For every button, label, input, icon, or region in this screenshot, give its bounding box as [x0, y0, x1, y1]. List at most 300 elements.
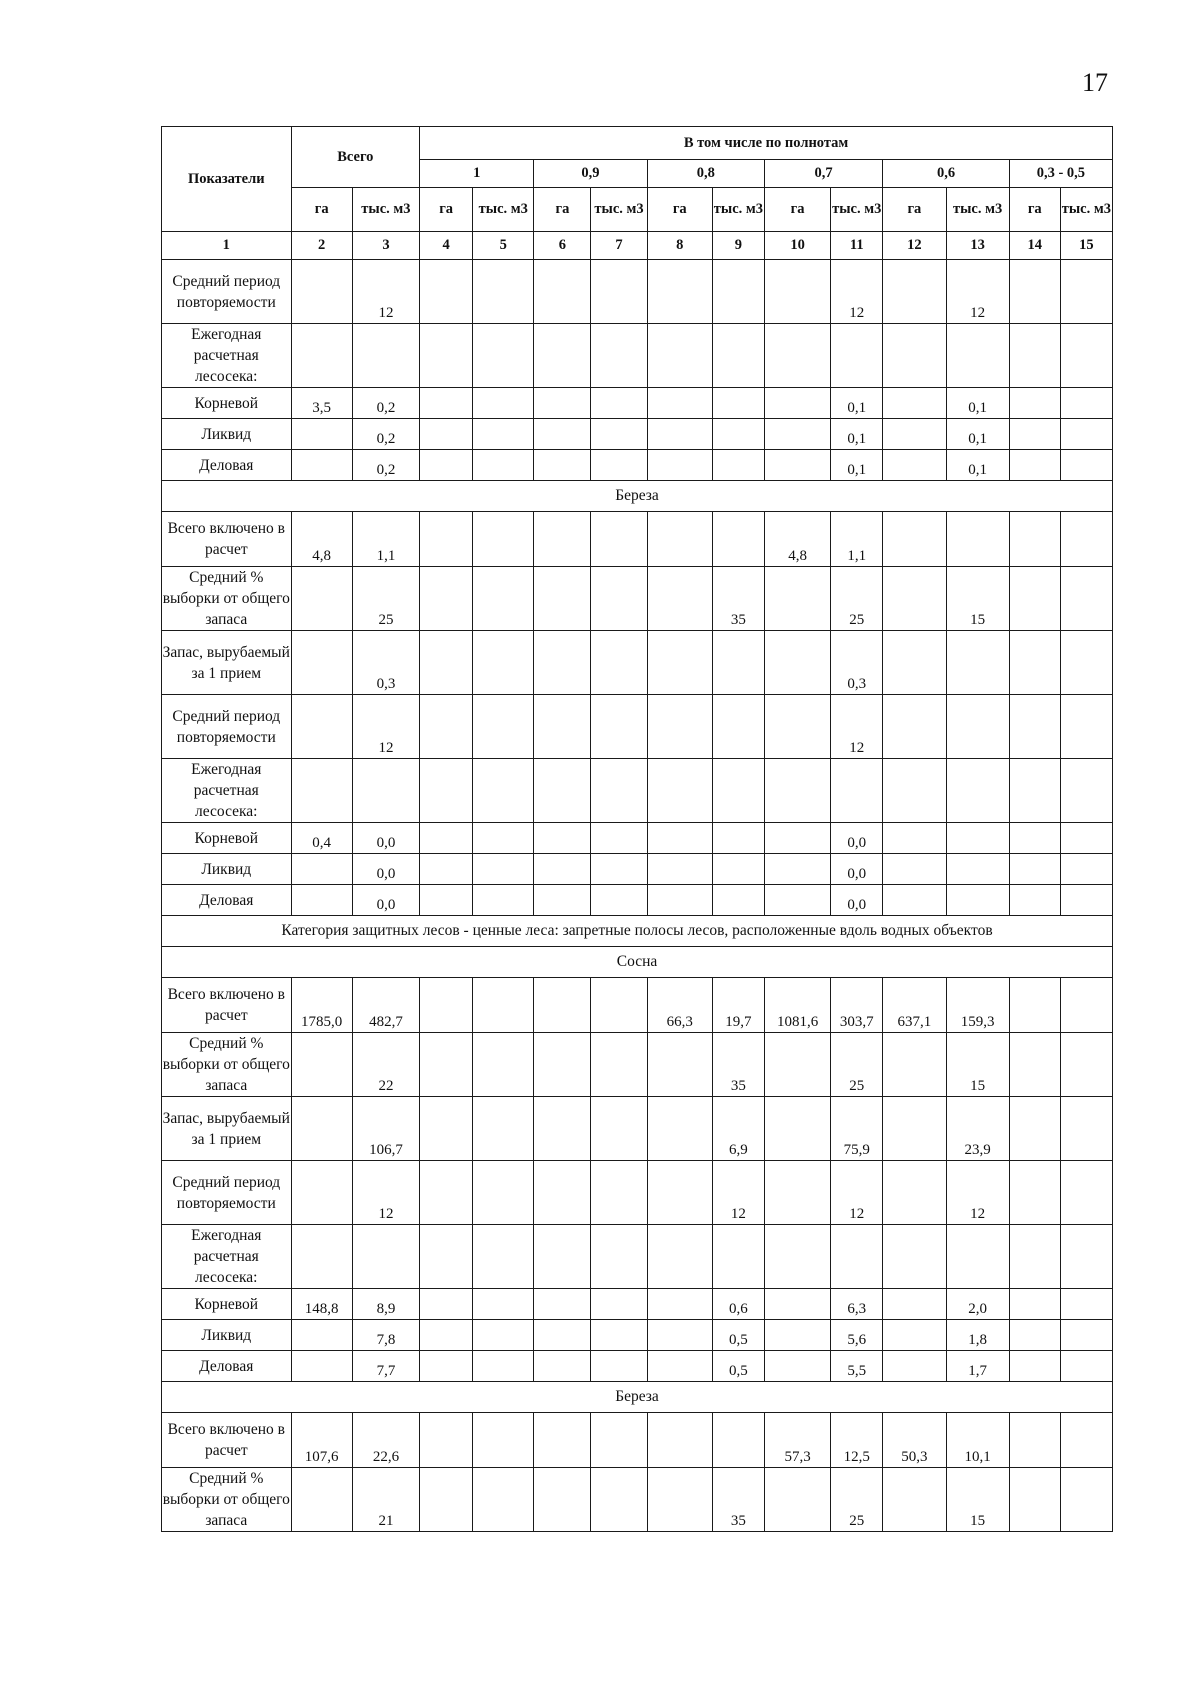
- column-number: 13: [946, 232, 1009, 260]
- value-cell: [534, 631, 591, 695]
- section-title: Береза: [162, 481, 1113, 512]
- value-cell: 303,7: [831, 978, 883, 1033]
- unit-volume-header: тыс. м3: [473, 188, 534, 232]
- value-cell: 25: [352, 567, 419, 631]
- value-cell: [647, 450, 712, 481]
- value-cell: [764, 1351, 830, 1382]
- value-cell: [764, 631, 830, 695]
- value-cell: [534, 1289, 591, 1320]
- value-cell: [1009, 854, 1060, 885]
- value-cell: [883, 1320, 946, 1351]
- value-cell: [420, 512, 473, 567]
- value-cell: [764, 1225, 830, 1289]
- value-cell: [473, 631, 534, 695]
- value-cell: [291, 1161, 352, 1225]
- value-cell: [647, 1225, 712, 1289]
- value-cell: [1009, 1225, 1060, 1289]
- value-cell: 12: [352, 695, 419, 759]
- section-row: [162, 481, 1113, 512]
- table-row: [162, 1033, 1113, 1097]
- value-cell: 25: [831, 1468, 883, 1532]
- value-cell: 12: [946, 1161, 1009, 1225]
- value-cell: [1009, 512, 1060, 567]
- value-cell: [473, 823, 534, 854]
- value-cell: [647, 1033, 712, 1097]
- value-cell: [946, 1225, 1009, 1289]
- density-class-header: 0,6: [883, 160, 1010, 188]
- section-row: [162, 1382, 1113, 1413]
- value-cell: 25: [831, 1033, 883, 1097]
- value-cell: [883, 324, 946, 388]
- row-label: Деловая: [162, 1351, 292, 1382]
- unit-area-header: га: [764, 188, 830, 232]
- row-label: Ликвид: [162, 419, 292, 450]
- value-cell: [1009, 1161, 1060, 1225]
- value-cell: 0,2: [352, 388, 419, 419]
- row-label: Средний % выборки от общего запаса: [162, 1468, 292, 1532]
- value-cell: [1009, 695, 1060, 759]
- value-cell: [764, 1320, 830, 1351]
- value-cell: [883, 1097, 946, 1161]
- value-cell: [946, 512, 1009, 567]
- value-cell: [764, 1161, 830, 1225]
- table-row: [162, 388, 1113, 419]
- column-number: 12: [883, 232, 946, 260]
- value-cell: [1060, 1289, 1112, 1320]
- density-class-header: 0,7: [764, 160, 882, 188]
- value-cell: [1060, 978, 1112, 1033]
- value-cell: 3,5: [291, 388, 352, 419]
- unit-area-header: га: [534, 188, 591, 232]
- value-cell: 35: [712, 567, 764, 631]
- column-number: 10: [764, 232, 830, 260]
- value-cell: [647, 1161, 712, 1225]
- value-cell: [420, 1033, 473, 1097]
- value-cell: 5,5: [831, 1351, 883, 1382]
- unit-volume-header: тыс. м3: [1060, 188, 1112, 232]
- row-label: Всего включено в расчет: [162, 978, 292, 1033]
- value-cell: 23,9: [946, 1097, 1009, 1161]
- section-title: Категория защитных лесов - ценные леса: запретные полосы лесов, расположенные вдоль водных объектов: [162, 916, 1113, 947]
- value-cell: 0,5: [712, 1320, 764, 1351]
- value-cell: [291, 567, 352, 631]
- value-cell: [534, 1225, 591, 1289]
- table-row: [162, 324, 1113, 388]
- row-label: Корневой: [162, 1289, 292, 1320]
- row-label: Всего включено в расчет: [162, 1413, 292, 1468]
- value-cell: [946, 854, 1009, 885]
- value-cell: [534, 885, 591, 916]
- value-cell: [1009, 324, 1060, 388]
- value-cell: 0,5: [712, 1351, 764, 1382]
- value-cell: [591, 567, 647, 631]
- value-cell: [291, 1097, 352, 1161]
- table-row: [162, 759, 1113, 823]
- value-cell: [883, 1161, 946, 1225]
- value-cell: 25: [831, 567, 883, 631]
- value-cell: [764, 260, 830, 324]
- table-row: [162, 512, 1113, 567]
- value-cell: 12: [352, 260, 419, 324]
- column-number: 7: [591, 232, 647, 260]
- value-cell: [291, 631, 352, 695]
- value-cell: [473, 1097, 534, 1161]
- value-cell: [764, 324, 830, 388]
- value-cell: [591, 631, 647, 695]
- row-label: Деловая: [162, 885, 292, 916]
- value-cell: 75,9: [831, 1097, 883, 1161]
- value-cell: [883, 1468, 946, 1532]
- value-cell: [1060, 567, 1112, 631]
- value-cell: 0,0: [352, 823, 419, 854]
- value-cell: [647, 419, 712, 450]
- value-cell: [473, 1289, 534, 1320]
- value-cell: 482,7: [352, 978, 419, 1033]
- value-cell: 4,8: [291, 512, 352, 567]
- value-cell: [883, 1225, 946, 1289]
- value-cell: [420, 1097, 473, 1161]
- value-cell: [591, 1033, 647, 1097]
- value-cell: [883, 885, 946, 916]
- value-cell: [831, 324, 883, 388]
- value-cell: [712, 854, 764, 885]
- value-cell: [291, 450, 352, 481]
- value-cell: [1009, 1351, 1060, 1382]
- value-cell: [291, 1351, 352, 1382]
- value-cell: [1060, 885, 1112, 916]
- value-cell: 15: [946, 1468, 1009, 1532]
- row-label: Запас, вырубаемый за 1 прием: [162, 1097, 292, 1161]
- value-cell: [764, 450, 830, 481]
- indicators-header: Показатели: [162, 127, 292, 232]
- value-cell: [647, 759, 712, 823]
- value-cell: [712, 695, 764, 759]
- value-cell: [534, 450, 591, 481]
- value-cell: [420, 1351, 473, 1382]
- row-label: Запас, вырубаемый за 1 прием: [162, 631, 292, 695]
- value-cell: [591, 512, 647, 567]
- column-number: 8: [647, 232, 712, 260]
- value-cell: 15: [946, 567, 1009, 631]
- value-cell: [1060, 759, 1112, 823]
- value-cell: 19,7: [712, 978, 764, 1033]
- column-number: 3: [352, 232, 419, 260]
- value-cell: [352, 324, 419, 388]
- value-cell: [712, 512, 764, 567]
- table-row: [162, 1225, 1113, 1289]
- value-cell: [534, 419, 591, 450]
- value-cell: [473, 1161, 534, 1225]
- row-label: Ежегодная расчетная лесосека:: [162, 1225, 292, 1289]
- value-cell: 22,6: [352, 1413, 419, 1468]
- column-number: 2: [291, 232, 352, 260]
- table-row: [162, 978, 1113, 1033]
- value-cell: [764, 419, 830, 450]
- value-cell: 0,3: [831, 631, 883, 695]
- value-cell: [883, 759, 946, 823]
- value-cell: [591, 1225, 647, 1289]
- value-cell: [712, 419, 764, 450]
- value-cell: [473, 1351, 534, 1382]
- value-cell: [591, 1468, 647, 1532]
- value-cell: [883, 695, 946, 759]
- value-cell: [1060, 1468, 1112, 1532]
- value-cell: [534, 1351, 591, 1382]
- value-cell: [420, 823, 473, 854]
- value-cell: 22: [352, 1033, 419, 1097]
- value-cell: [712, 260, 764, 324]
- value-cell: 637,1: [883, 978, 946, 1033]
- value-cell: [591, 1351, 647, 1382]
- value-cell: 6,3: [831, 1289, 883, 1320]
- value-cell: [473, 1413, 534, 1468]
- value-cell: [473, 1468, 534, 1532]
- value-cell: [712, 885, 764, 916]
- value-cell: [647, 695, 712, 759]
- value-cell: [534, 1413, 591, 1468]
- value-cell: [764, 854, 830, 885]
- value-cell: [534, 1320, 591, 1351]
- table-row: [162, 1320, 1113, 1351]
- value-cell: [883, 512, 946, 567]
- value-cell: [591, 978, 647, 1033]
- value-cell: 0,1: [946, 388, 1009, 419]
- value-cell: [534, 1161, 591, 1225]
- value-cell: [534, 759, 591, 823]
- value-cell: [473, 450, 534, 481]
- section-title: Сосна: [162, 947, 1113, 978]
- value-cell: [420, 1413, 473, 1468]
- unit-volume-header: тыс. м3: [712, 188, 764, 232]
- value-cell: [473, 512, 534, 567]
- value-cell: [647, 1351, 712, 1382]
- value-cell: [946, 759, 1009, 823]
- table-header: [162, 127, 1113, 260]
- value-cell: [883, 388, 946, 419]
- table-row: [162, 1468, 1113, 1532]
- value-cell: [591, 1097, 647, 1161]
- value-cell: [420, 759, 473, 823]
- value-cell: [1060, 450, 1112, 481]
- value-cell: [1009, 1289, 1060, 1320]
- value-cell: [764, 1468, 830, 1532]
- value-cell: [291, 1225, 352, 1289]
- value-cell: 0,2: [352, 450, 419, 481]
- value-cell: 1,1: [352, 512, 419, 567]
- table-row: [162, 695, 1113, 759]
- value-cell: [883, 419, 946, 450]
- column-number: 9: [712, 232, 764, 260]
- value-cell: [1060, 854, 1112, 885]
- value-cell: 21: [352, 1468, 419, 1532]
- table-row: [162, 1161, 1113, 1225]
- value-cell: [291, 260, 352, 324]
- value-cell: 0,4: [291, 823, 352, 854]
- value-cell: 35: [712, 1033, 764, 1097]
- value-cell: [591, 1289, 647, 1320]
- value-cell: [764, 567, 830, 631]
- value-cell: [591, 823, 647, 854]
- value-cell: [420, 567, 473, 631]
- value-cell: 5,6: [831, 1320, 883, 1351]
- value-cell: [1060, 1161, 1112, 1225]
- value-cell: [647, 512, 712, 567]
- value-cell: [764, 388, 830, 419]
- column-number: 11: [831, 232, 883, 260]
- column-number: 4: [420, 232, 473, 260]
- value-cell: [1060, 1097, 1112, 1161]
- value-cell: [291, 759, 352, 823]
- row-label: Корневой: [162, 823, 292, 854]
- value-cell: [591, 854, 647, 885]
- value-cell: [591, 388, 647, 419]
- value-cell: [946, 695, 1009, 759]
- section-row: [162, 916, 1113, 947]
- value-cell: [1060, 1351, 1112, 1382]
- value-cell: [647, 854, 712, 885]
- value-cell: [473, 567, 534, 631]
- value-cell: [712, 450, 764, 481]
- value-cell: [1009, 388, 1060, 419]
- value-cell: [883, 1289, 946, 1320]
- value-cell: [420, 854, 473, 885]
- value-cell: [420, 450, 473, 481]
- value-cell: 148,8: [291, 1289, 352, 1320]
- unit-area-header: га: [647, 188, 712, 232]
- section-title: Береза: [162, 1382, 1113, 1413]
- value-cell: [1060, 419, 1112, 450]
- value-cell: [1060, 512, 1112, 567]
- value-cell: [764, 1289, 830, 1320]
- value-cell: 0,0: [831, 854, 883, 885]
- value-cell: 4,8: [764, 512, 830, 567]
- value-cell: [764, 695, 830, 759]
- value-cell: [591, 1320, 647, 1351]
- value-cell: 12: [831, 695, 883, 759]
- value-cell: [647, 1413, 712, 1468]
- value-cell: [1009, 978, 1060, 1033]
- value-cell: [291, 854, 352, 885]
- value-cell: [1009, 1033, 1060, 1097]
- value-cell: [764, 885, 830, 916]
- value-cell: [420, 631, 473, 695]
- unit-volume-header: тыс. м3: [946, 188, 1009, 232]
- value-cell: [1009, 1468, 1060, 1532]
- row-label: Ликвид: [162, 854, 292, 885]
- value-cell: [534, 978, 591, 1033]
- value-cell: 35: [712, 1468, 764, 1532]
- value-cell: [883, 450, 946, 481]
- value-cell: 0,1: [946, 419, 1009, 450]
- table-row: [162, 419, 1113, 450]
- value-cell: [1060, 695, 1112, 759]
- value-cell: 0,6: [712, 1289, 764, 1320]
- value-cell: [473, 419, 534, 450]
- value-cell: [420, 388, 473, 419]
- value-cell: [473, 854, 534, 885]
- value-cell: 6,9: [712, 1097, 764, 1161]
- value-cell: [420, 1320, 473, 1351]
- row-label: Средний период повторяемости: [162, 1161, 292, 1225]
- value-cell: [647, 567, 712, 631]
- value-cell: [712, 631, 764, 695]
- unit-area-header: га: [291, 188, 352, 232]
- unit-volume-header: тыс. м3: [591, 188, 647, 232]
- value-cell: 0,1: [831, 419, 883, 450]
- value-cell: [883, 567, 946, 631]
- forest-table: [161, 126, 1113, 1532]
- value-cell: [647, 1468, 712, 1532]
- unit-area-header: га: [420, 188, 473, 232]
- value-cell: 0,1: [946, 450, 1009, 481]
- value-cell: [946, 823, 1009, 854]
- value-cell: [764, 823, 830, 854]
- value-cell: [473, 1320, 534, 1351]
- column-number: 1: [162, 232, 292, 260]
- value-cell: 1,7: [946, 1351, 1009, 1382]
- value-cell: [1009, 1320, 1060, 1351]
- table-row: [162, 823, 1113, 854]
- value-cell: [647, 823, 712, 854]
- value-cell: [473, 759, 534, 823]
- value-cell: [647, 324, 712, 388]
- row-label: Средний период повторяемости: [162, 695, 292, 759]
- value-cell: [1009, 450, 1060, 481]
- table-row: [162, 567, 1113, 631]
- value-cell: [764, 1097, 830, 1161]
- value-cell: [831, 759, 883, 823]
- value-cell: [420, 1468, 473, 1532]
- value-cell: 8,9: [352, 1289, 419, 1320]
- value-cell: [473, 695, 534, 759]
- value-cell: [591, 695, 647, 759]
- row-label: Средний % выборки от общего запаса: [162, 567, 292, 631]
- value-cell: 0,2: [352, 419, 419, 450]
- value-cell: [1060, 1033, 1112, 1097]
- value-cell: [534, 1097, 591, 1161]
- value-cell: [473, 388, 534, 419]
- value-cell: [1060, 1320, 1112, 1351]
- unit-volume-header: тыс. м3: [352, 188, 419, 232]
- value-cell: [591, 450, 647, 481]
- value-cell: [591, 260, 647, 324]
- value-cell: [1060, 823, 1112, 854]
- table-row: [162, 1413, 1113, 1468]
- value-cell: [647, 388, 712, 419]
- value-cell: 0,0: [831, 885, 883, 916]
- value-cell: 1,1: [831, 512, 883, 567]
- value-cell: [420, 260, 473, 324]
- value-cell: [420, 978, 473, 1033]
- table-row: [162, 885, 1113, 916]
- value-cell: [1009, 567, 1060, 631]
- table-row: [162, 1097, 1113, 1161]
- value-cell: [420, 419, 473, 450]
- unit-volume-header: тыс. м3: [831, 188, 883, 232]
- value-cell: [946, 631, 1009, 695]
- value-cell: [291, 695, 352, 759]
- table-row: [162, 260, 1113, 324]
- column-number: 5: [473, 232, 534, 260]
- density-class-header: 0,3 - 0,5: [1009, 160, 1112, 188]
- density-class-header: 1: [420, 160, 534, 188]
- value-cell: [352, 1225, 419, 1289]
- unit-area-header: га: [1009, 188, 1060, 232]
- row-label: Ежегодная расчетная лесосека:: [162, 324, 292, 388]
- value-cell: [1009, 759, 1060, 823]
- page-number: 17: [1082, 68, 1108, 97]
- value-cell: [291, 1033, 352, 1097]
